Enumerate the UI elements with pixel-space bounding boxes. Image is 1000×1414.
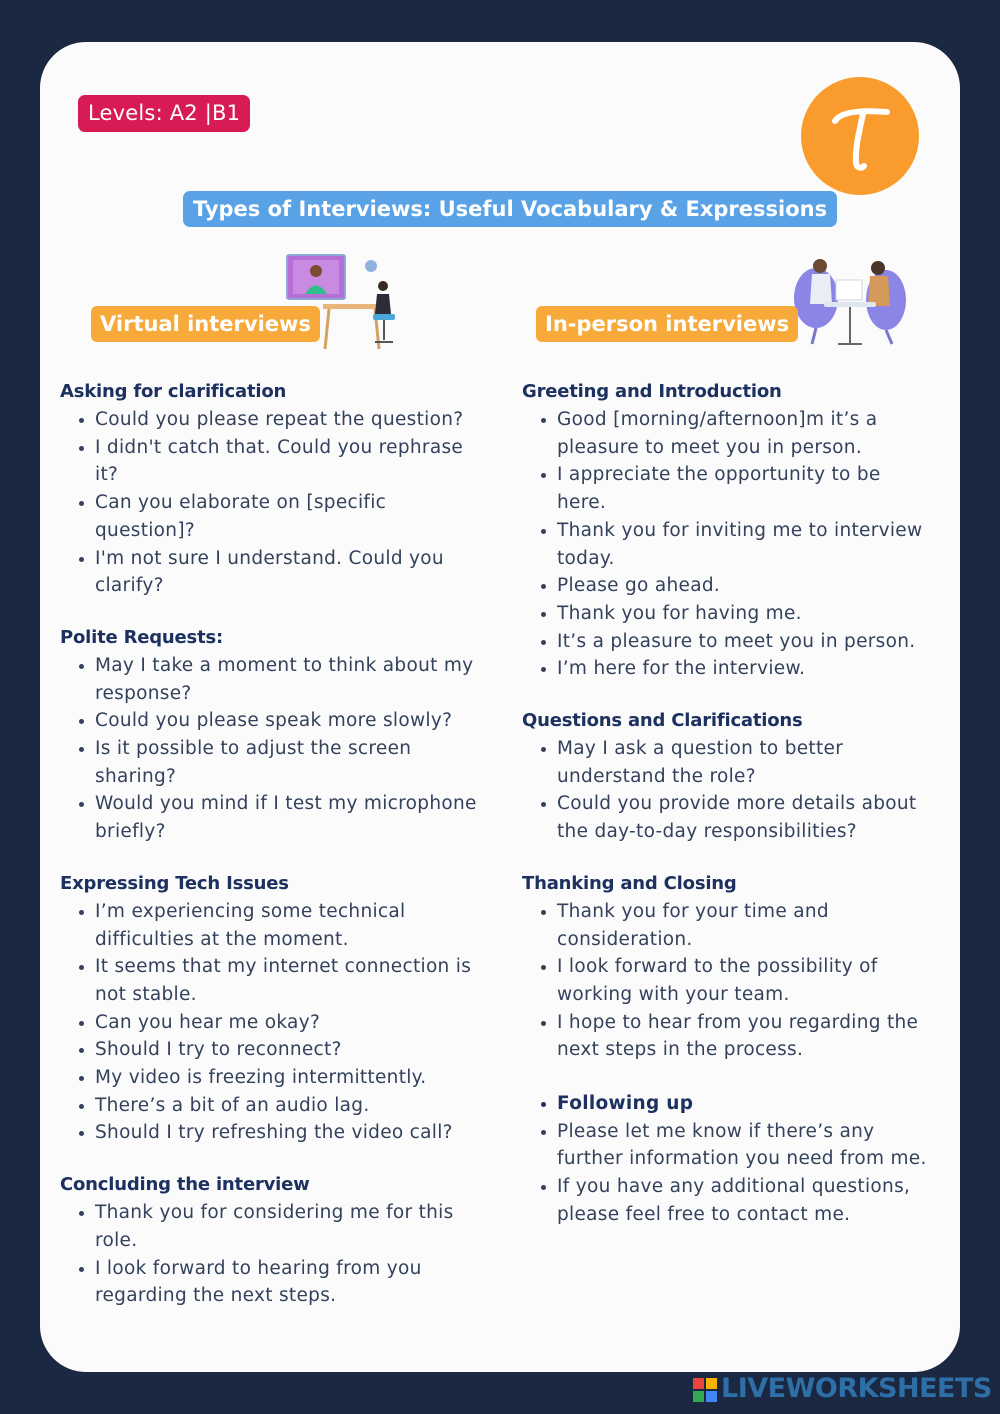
list-item: • I look forward to hearing from you regarding the next steps. (95, 1255, 490, 1310)
list-item: • Could you please speak more slowly? (95, 707, 490, 735)
section-heading: Questions and Clarifications (522, 710, 803, 732)
section-heading: Concluding the interview (60, 1174, 310, 1196)
section-questions (522, 709, 932, 846)
virtual-interviews-badge: Virtual interviews (91, 306, 320, 342)
list-item: • I appreciate the opportunity to be here. (557, 461, 932, 516)
list-item: • Should I try to reconnect? (95, 1036, 490, 1064)
list-item: • There’s a bit of an audio lag. (95, 1092, 490, 1120)
section-heading: Polite Requests: (60, 626, 223, 648)
section-heading: Thanking and Closing (522, 872, 737, 894)
list-item: • May I ask a question to better understand the role? (557, 735, 932, 790)
section-following-up (522, 1090, 932, 1229)
list-item: • Thank you for considering me for this role. (95, 1199, 490, 1254)
level-badge: Levels: A2 |B1 (78, 95, 250, 132)
liveworksheets-cube-icon (693, 1378, 717, 1402)
list-item: • Thank you for having me. (557, 600, 932, 628)
virtual-column (60, 380, 490, 1336)
section-polite-requests (60, 626, 490, 846)
list-item: • Please go ahead. (557, 572, 932, 600)
section-heading: Greeting and Introduction (522, 381, 782, 402)
in-person-column (522, 380, 932, 1255)
list-item: • Should I try refreshing the video call? (95, 1119, 490, 1147)
section-greeting (522, 380, 932, 683)
list-item: • I hope to hear from you regarding the next steps in the process. (557, 1009, 932, 1064)
list-item: • It seems that my internet connection is not stable. (95, 953, 490, 1008)
list-item: • I'm not sure I understand. Could you clarify? (95, 545, 490, 600)
list-item: • If you have any additional questions, please feel free to contact me. (557, 1173, 932, 1228)
page-title: Types of Interviews: Useful Vocabulary & Expressions (183, 191, 837, 227)
list-item: • Would you mind if I test my microphone briefly? (95, 790, 490, 845)
list-item: • I didn't catch that. Could you rephrase it? (95, 434, 490, 489)
section-asking-clarification (60, 380, 490, 600)
list-item: • Could you provide more details about the day-to-day responsibilities? (557, 790, 932, 845)
brand-logo (801, 77, 919, 195)
list-item: • It’s a pleasure to meet you in person. (557, 628, 932, 656)
section-heading: Expressing Tech Issues (60, 872, 289, 894)
watermark-text: LIVEWORKSHEETS (721, 1373, 992, 1404)
list-item: • I look forward to the possibility of working with your team. (557, 953, 932, 1008)
section-tech-issues (60, 872, 490, 1147)
list-item: • Please let me know if there’s any further information you need from me. (557, 1118, 932, 1173)
list-item: • Is it possible to adjust the screen sharing? (95, 735, 490, 790)
list-item: • Good [morning/afternoon]m it’s a pleasure to meet you in person. (557, 406, 932, 461)
list-item: • Could you please repeat the question? (95, 406, 490, 434)
list-item: • May I take a moment to think about my response? (95, 652, 490, 707)
in-person-interviews-badge: In-person interviews (536, 306, 798, 342)
list-item: • Thank you for inviting me to interview today. (557, 517, 932, 572)
section-heading: • Following up (557, 1090, 932, 1118)
list-item: • Can you hear me okay? (95, 1009, 490, 1037)
letter-t-logo-icon (801, 77, 919, 195)
in-person-meeting-illustration (786, 252, 912, 348)
section-concluding (60, 1173, 490, 1310)
list-item: • I’m here for the interview. (557, 655, 932, 683)
section-thanking (522, 872, 932, 1064)
list-item: • I’m experiencing some technical difficulties at the moment. (95, 898, 490, 953)
list-item: • Thank you for your time and consideration. (557, 898, 932, 953)
list-item: • Can you elaborate on [specific question]? (95, 489, 490, 544)
section-heading: Asking for clarification (60, 381, 287, 402)
list-item: • My video is freezing intermittently. (95, 1064, 490, 1092)
